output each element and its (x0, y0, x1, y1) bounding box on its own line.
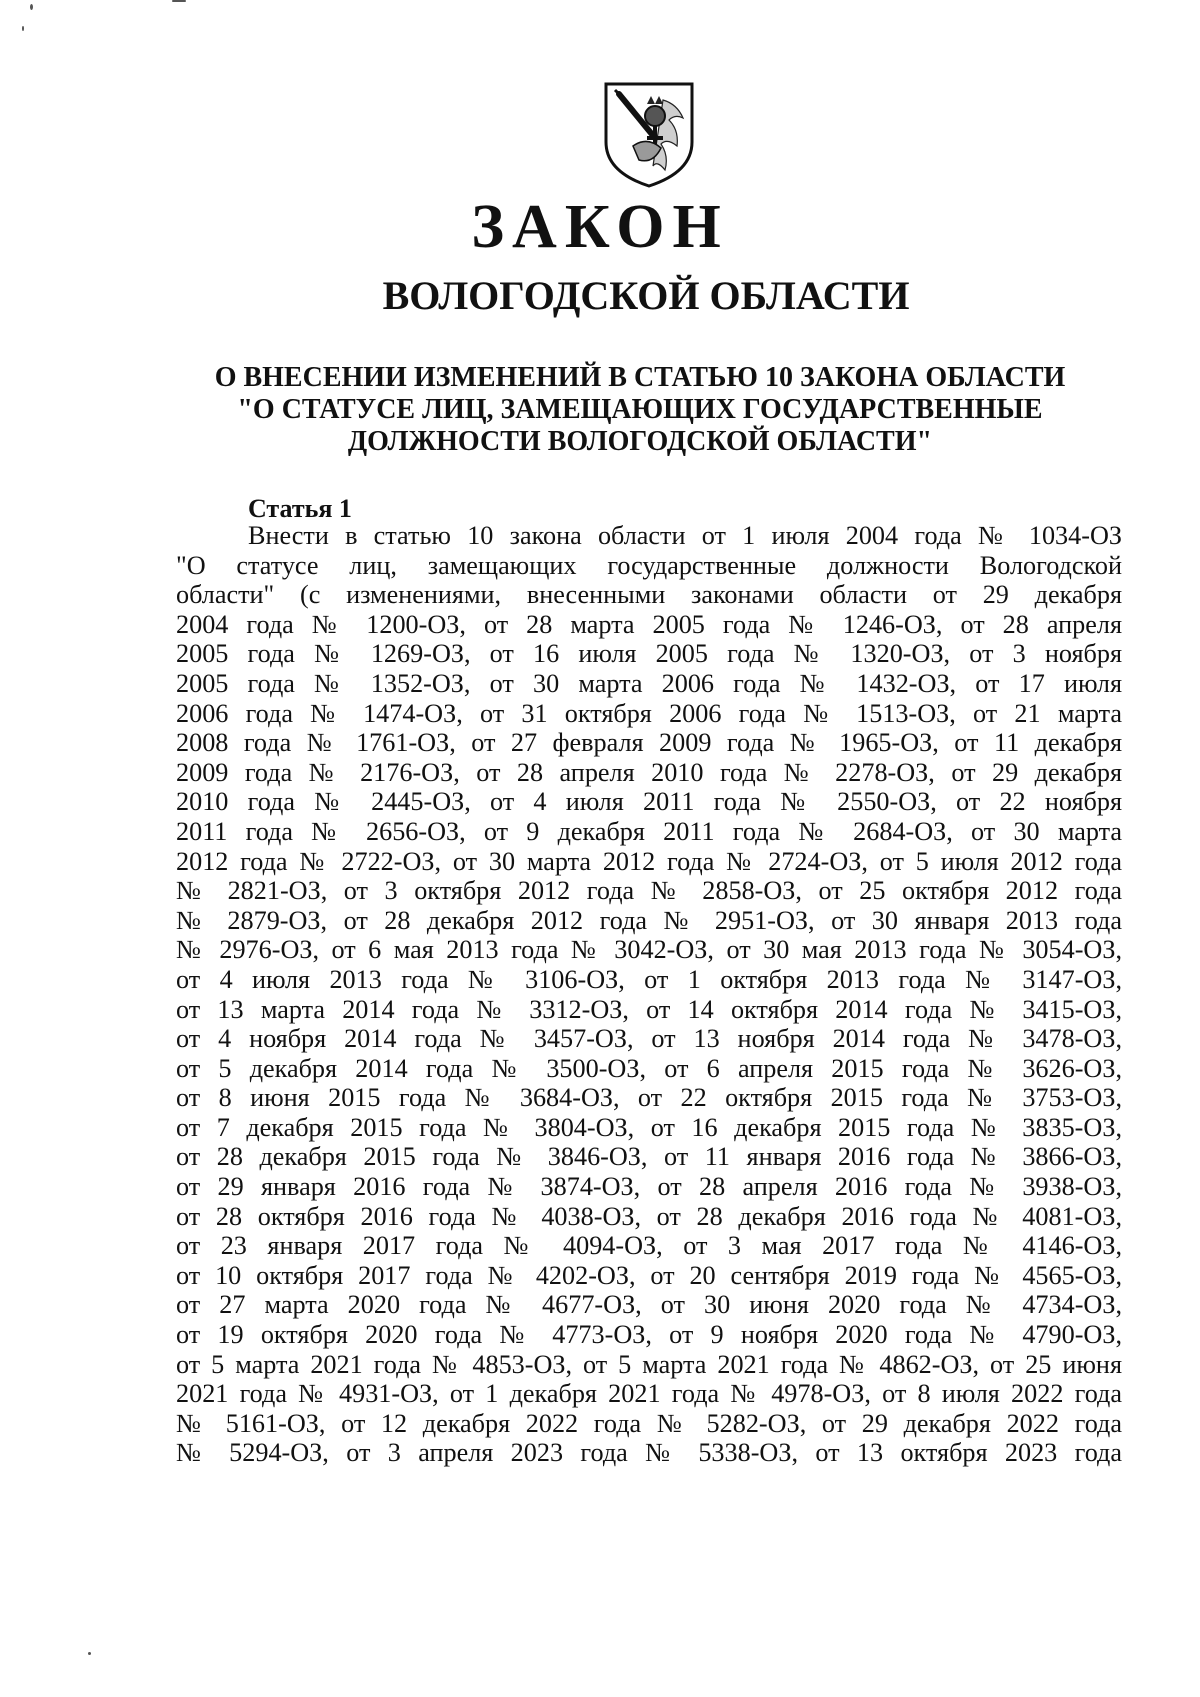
article-text-line: от 27 марта 2020 года № 4677-ОЗ, от 30 июня 2020 года № 4734-ОЗ, (176, 1290, 1122, 1320)
article-text-line: 2011 года № 2656-ОЗ, от 9 декабря 2011 года № 2684-ОЗ, от 30 марта (176, 816, 1122, 846)
article-text-line: от 23 января 2017 года № 4094-ОЗ, от 3 мая 2017 года № 4146-ОЗ, (176, 1231, 1122, 1261)
article-text-line: 2004 года № 1200-ОЗ, от 28 марта 2005 года № 1246-ОЗ, от 28 апреля (176, 609, 1122, 639)
law-title-line: О ВНЕСЕНИИ ИЗМЕНЕНИЙ В СТАТЬЮ 10 ЗАКОНА ОБЛАСТИ (214, 362, 1066, 393)
document-type-title: ЗАКОН (471, 193, 729, 261)
article-heading: Статья 1 (248, 494, 352, 523)
article-text-line: № 2821-ОЗ, от 3 октября 2012 года № 2858-ОЗ, от 25 октября 2012 года (176, 876, 1122, 906)
law-title-line: ДОЛЖНОСТИ ВОЛОГОДСКОЙ ОБЛАСТИ" (347, 426, 933, 457)
article-text-line: от 10 октября 2017 года № 4202-ОЗ, от 20 сентября 2019 года № 4565-ОЗ, (176, 1260, 1122, 1290)
article-text-line: 2010 года № 2445-ОЗ, от 4 июля 2011 года № 2550-ОЗ, от 22 ноября (176, 787, 1122, 817)
article-body (176, 521, 1122, 1468)
law-title (180, 362, 1100, 458)
article-text-line: № 5161-ОЗ, от 12 декабря 2022 года № 5282-ОЗ, от 29 декабря 2022 года (176, 1408, 1122, 1438)
article-text-line: 2005 года № 1269-ОЗ, от 16 июля 2005 года № 1320-ОЗ, от 3 ноября (176, 639, 1122, 669)
article-text-line: от 7 декабря 2015 года № 3804-ОЗ, от 16 декабря 2015 года № 3835-ОЗ, (176, 1112, 1122, 1142)
article-text-line: от 5 декабря 2014 года № 3500-ОЗ, от 6 апреля 2015 года № 3626-ОЗ, (176, 1053, 1122, 1083)
article-text-line: 2021 года № 4931-ОЗ, от 1 декабря 2021 года № 4978-ОЗ, от 8 июля 2022 года (176, 1379, 1122, 1409)
article-text-line: 2012 года № 2722-ОЗ, от 30 марта 2012 года № 2724-ОЗ, от 5 июля 2012 года (176, 846, 1122, 876)
article-text-line: № 2879-ОЗ, от 28 декабря 2012 года № 2951-ОЗ, от 30 января 2013 года (176, 905, 1122, 935)
region-subtitle: ВОЛОГОДСКОЙ ОБЛАСТИ (382, 273, 910, 318)
article-text-line: № 5294-ОЗ, от 3 апреля 2023 года № 5338-ОЗ, от 13 октября 2023 года (176, 1438, 1122, 1468)
article-text-line: 2006 года № 1474-ОЗ, от 31 октября 2006 года № 1513-ОЗ, от 21 марта (176, 698, 1122, 728)
article-text-line: Внести в статью 10 закона области от 1 июля 2004 года № 1034-ОЗ (248, 521, 1122, 550)
article-text-line: от 28 октября 2016 года № 4038-ОЗ, от 28 декабря 2016 года № 4081-ОЗ, (176, 1201, 1122, 1231)
scan-speck (30, 4, 33, 10)
coat-of-arms-icon (603, 80, 695, 188)
coat-of-arms-emblem (603, 80, 695, 188)
article-text-line: от 28 декабря 2015 года № 3846-ОЗ, от 11 января 2016 года № 3866-ОЗ, (176, 1142, 1122, 1172)
article-text-line: от 5 марта 2021 года № 4853-ОЗ, от 5 марта 2021 года № 4862-ОЗ, от 25 июня (176, 1349, 1122, 1379)
article-text-line: № 2976-ОЗ, от 6 мая 2013 года № 3042-ОЗ, от 30 мая 2013 года № 3054-ОЗ, (176, 935, 1122, 965)
article-text-line: области" (с изменениями, внесенными законами области от 29 декабря (176, 580, 1122, 610)
article-text-line: 2009 года № 2176-ОЗ, от 28 апреля 2010 года № 2278-ОЗ, от 29 декабря (176, 757, 1122, 787)
article-text-line: от 29 января 2016 года № 3874-ОЗ, от 28 апреля 2016 года № 3938-ОЗ, (176, 1172, 1122, 1202)
scan-speck (172, 0, 186, 2)
article-text-line: "О статусе лиц, замещающих государственные должности Вологодской (176, 550, 1122, 580)
scan-speck (88, 1652, 91, 1655)
article-text-line: от 19 октября 2020 года № 4773-ОЗ, от 9 ноября 2020 года № 4790-ОЗ, (176, 1320, 1122, 1350)
article-text-line: 2005 года № 1352-ОЗ, от 30 марта 2006 года № 1432-ОЗ, от 17 июля (176, 668, 1122, 698)
article-text-line: 2008 года № 1761-ОЗ, от 27 февраля 2009 года № 1965-ОЗ, от 11 декабря (176, 728, 1122, 758)
article-text-line: от 8 июня 2015 года № 3684-ОЗ, от 22 октября 2015 года № 3753-ОЗ, (176, 1083, 1122, 1113)
article-text-line: от 13 марта 2014 года № 3312-ОЗ, от 14 октября 2014 года № 3415-ОЗ, (176, 994, 1122, 1024)
article-text-line: от 4 ноября 2014 года № 3457-ОЗ, от 13 ноября 2014 года № 3478-ОЗ, (176, 1024, 1122, 1054)
article-text-line: от 4 июля 2013 года № 3106-ОЗ, от 1 октября 2013 года № 3147-ОЗ, (176, 964, 1122, 994)
scan-speck (22, 26, 24, 31)
law-title-line: "О СТАТУСЕ ЛИЦ, ЗАМЕЩАЮЩИХ ГОСУДАРСТВЕННЫЕ (237, 394, 1043, 425)
